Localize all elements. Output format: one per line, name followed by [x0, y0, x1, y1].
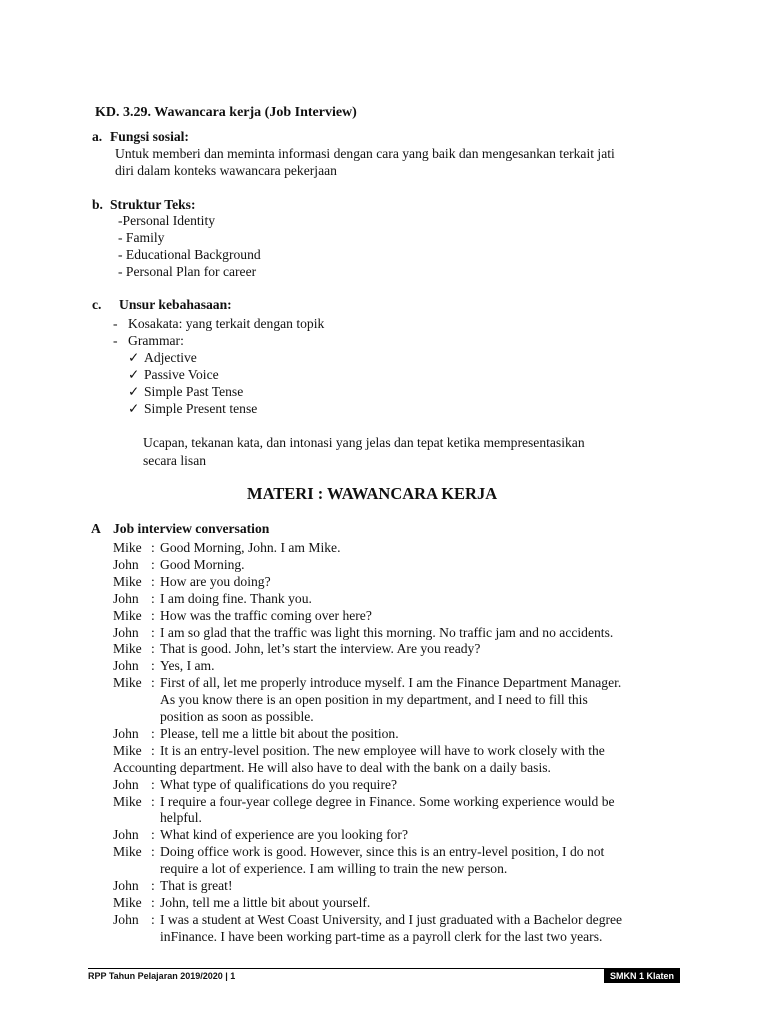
utterance-line: require a lot of experience. I am willing to train the new person.	[160, 861, 508, 877]
section-a-title: Fungsi sosial:	[110, 129, 189, 144]
structure-item: - Personal Plan for career	[118, 264, 257, 279]
checkmark-icon: ✓	[128, 401, 140, 416]
speaker-name: John	[113, 776, 139, 792]
speaker-colon: :	[151, 641, 155, 657]
section-a-marker: a.	[92, 129, 103, 144]
speaker-name: Mike	[113, 742, 142, 758]
section-a-line: diri dalam konteks wawancara pekerjaan	[115, 163, 337, 178]
speaker-name: John	[113, 725, 139, 741]
speaker-name: John	[113, 556, 139, 572]
speaker-name: John	[113, 827, 139, 843]
speaker-colon: :	[151, 556, 155, 572]
check-item	[128, 383, 243, 400]
speaker-colon: :	[151, 742, 155, 758]
speaker-name: Mike	[113, 675, 142, 691]
structure-item: - Educational Background	[118, 247, 261, 262]
checkmark-icon: ✓	[128, 350, 140, 365]
speaker-name: John	[113, 878, 139, 893]
speaker-colon: :	[151, 658, 155, 674]
speaker-name: Mike	[113, 607, 142, 623]
speaker-name: John	[113, 590, 139, 606]
utterance-line: John, tell me a little bit about yourself.	[160, 894, 371, 910]
utterance-line: Doing office work is good. However, since this is an entry-level position, I do not	[160, 844, 605, 860]
note-line: Ucapan, tekanan kata, dan intonasi yang jelas dan tepat ketika mempresentasikan	[143, 435, 585, 450]
document-heading: KD. 3.29. Wawancara kerja (Job Interview)	[95, 105, 357, 120]
bullet-dash: -	[113, 316, 118, 331]
section-a-line: Untuk memberi dan meminta informasi dengan cara yang baik dan mengesankan terkait jati	[115, 146, 615, 161]
check-item-label: Adjective	[144, 350, 197, 365]
note-line: secara lisan	[143, 453, 207, 468]
speaker-colon: :	[151, 573, 155, 589]
speaker-name: John	[113, 911, 139, 927]
section-A-title: Job interview conversation	[113, 521, 270, 536]
speaker-colon: :	[151, 878, 155, 893]
section-b-title: Struktur Teks:	[110, 197, 196, 212]
utterance-line: inFinance. I have been working part-time as a payroll clerk for the last two years.	[160, 928, 603, 944]
utterance-line: What kind of experience are you looking for?	[160, 827, 408, 843]
utterance-line: That is great!	[160, 878, 233, 893]
bullet-text: Grammar:	[128, 333, 184, 348]
utterance-line: I am doing fine. Thank you.	[160, 590, 312, 606]
materi-title: MATERI : WAWANCARA KERJA	[247, 484, 498, 503]
checkmark-icon: ✓	[128, 367, 140, 382]
speaker-name: Mike	[113, 641, 142, 657]
speaker-colon: :	[151, 827, 155, 843]
utterance-line: I was a student at West Coast University, and I just graduated with a Bachelor degree	[160, 911, 623, 927]
bullet-dash: -	[113, 333, 118, 348]
section-A-marker: A	[91, 521, 101, 536]
utterance-line: How was the traffic coming over here?	[160, 607, 372, 623]
utterance-line: Good Morning, John. I am Mike.	[160, 540, 341, 555]
utterance-line: Accounting department. He will also have to deal with the bank on a daily basis.	[113, 759, 551, 775]
speaker-colon: :	[151, 793, 155, 809]
footer-school-badge: SMKN 1 Klaten	[604, 969, 680, 983]
speaker-name: Mike	[113, 844, 142, 860]
utterance-line: First of all, let me properly introduce myself. I am the Finance Department Manager.	[160, 675, 622, 691]
speaker-name: John	[113, 658, 139, 674]
speaker-colon: :	[151, 776, 155, 792]
utterance-line: Please, tell me a little bit about the position.	[160, 725, 399, 741]
check-item	[128, 366, 219, 383]
utterance-line: helpful.	[160, 810, 202, 826]
checkmark-icon: ✓	[128, 384, 140, 399]
utterance-line: Good Morning.	[160, 556, 245, 572]
speaker-name: Mike	[113, 894, 142, 910]
section-c-marker: c.	[92, 297, 102, 312]
utterance-line: How are you doing?	[160, 573, 271, 589]
structure-item: -Personal Identity	[118, 213, 216, 228]
speaker-colon: :	[151, 844, 155, 860]
utterance-line: It is an entry-level position. The new employee will have to work closely with the	[160, 742, 605, 758]
check-item-label: Passive Voice	[144, 367, 219, 382]
utterance-line: I require a four-year college degree in Finance. Some working experience would be	[160, 793, 615, 809]
bullet-text: Kosakata: yang terkait dengan topik	[128, 316, 325, 331]
utterance-line: Yes, I am.	[160, 658, 215, 674]
check-item	[128, 400, 257, 417]
footer-divider	[88, 968, 680, 969]
section-c-title: Unsur kebahasaan:	[119, 297, 232, 312]
utterance-line: As you know there is an open position in my department, and I need to fill this	[160, 692, 588, 708]
speaker-colon: :	[151, 590, 155, 606]
check-item	[128, 349, 197, 366]
structure-item: - Family	[118, 230, 165, 245]
speaker-colon: :	[151, 675, 155, 691]
speaker-colon: :	[151, 607, 155, 623]
speaker-name: Mike	[113, 573, 142, 589]
section-b-marker: b.	[92, 197, 103, 212]
check-item-label: Simple Past Tense	[144, 384, 244, 399]
utterance-line: I am so glad that the traffic was light this morning. No traffic jam and no accidents.	[160, 624, 614, 640]
speaker-colon: :	[151, 540, 155, 555]
speaker-name: John	[113, 624, 139, 640]
speaker-colon: :	[151, 624, 155, 640]
speaker-colon: :	[151, 894, 155, 910]
speaker-name: Mike	[113, 793, 142, 809]
check-item-label: Simple Present tense	[144, 401, 258, 416]
utterance-line: position as soon as possible.	[160, 709, 314, 724]
speaker-name: Mike	[113, 540, 142, 555]
utterance-line: That is good. John, let’s start the interview. Are you ready?	[160, 641, 481, 657]
speaker-colon: :	[151, 725, 155, 741]
footer-left-text: RPP Tahun Pelajaran 2019/2020 | 1	[88, 971, 236, 981]
utterance-line: What type of qualifications do you require?	[160, 776, 398, 792]
speaker-colon: :	[151, 911, 155, 927]
